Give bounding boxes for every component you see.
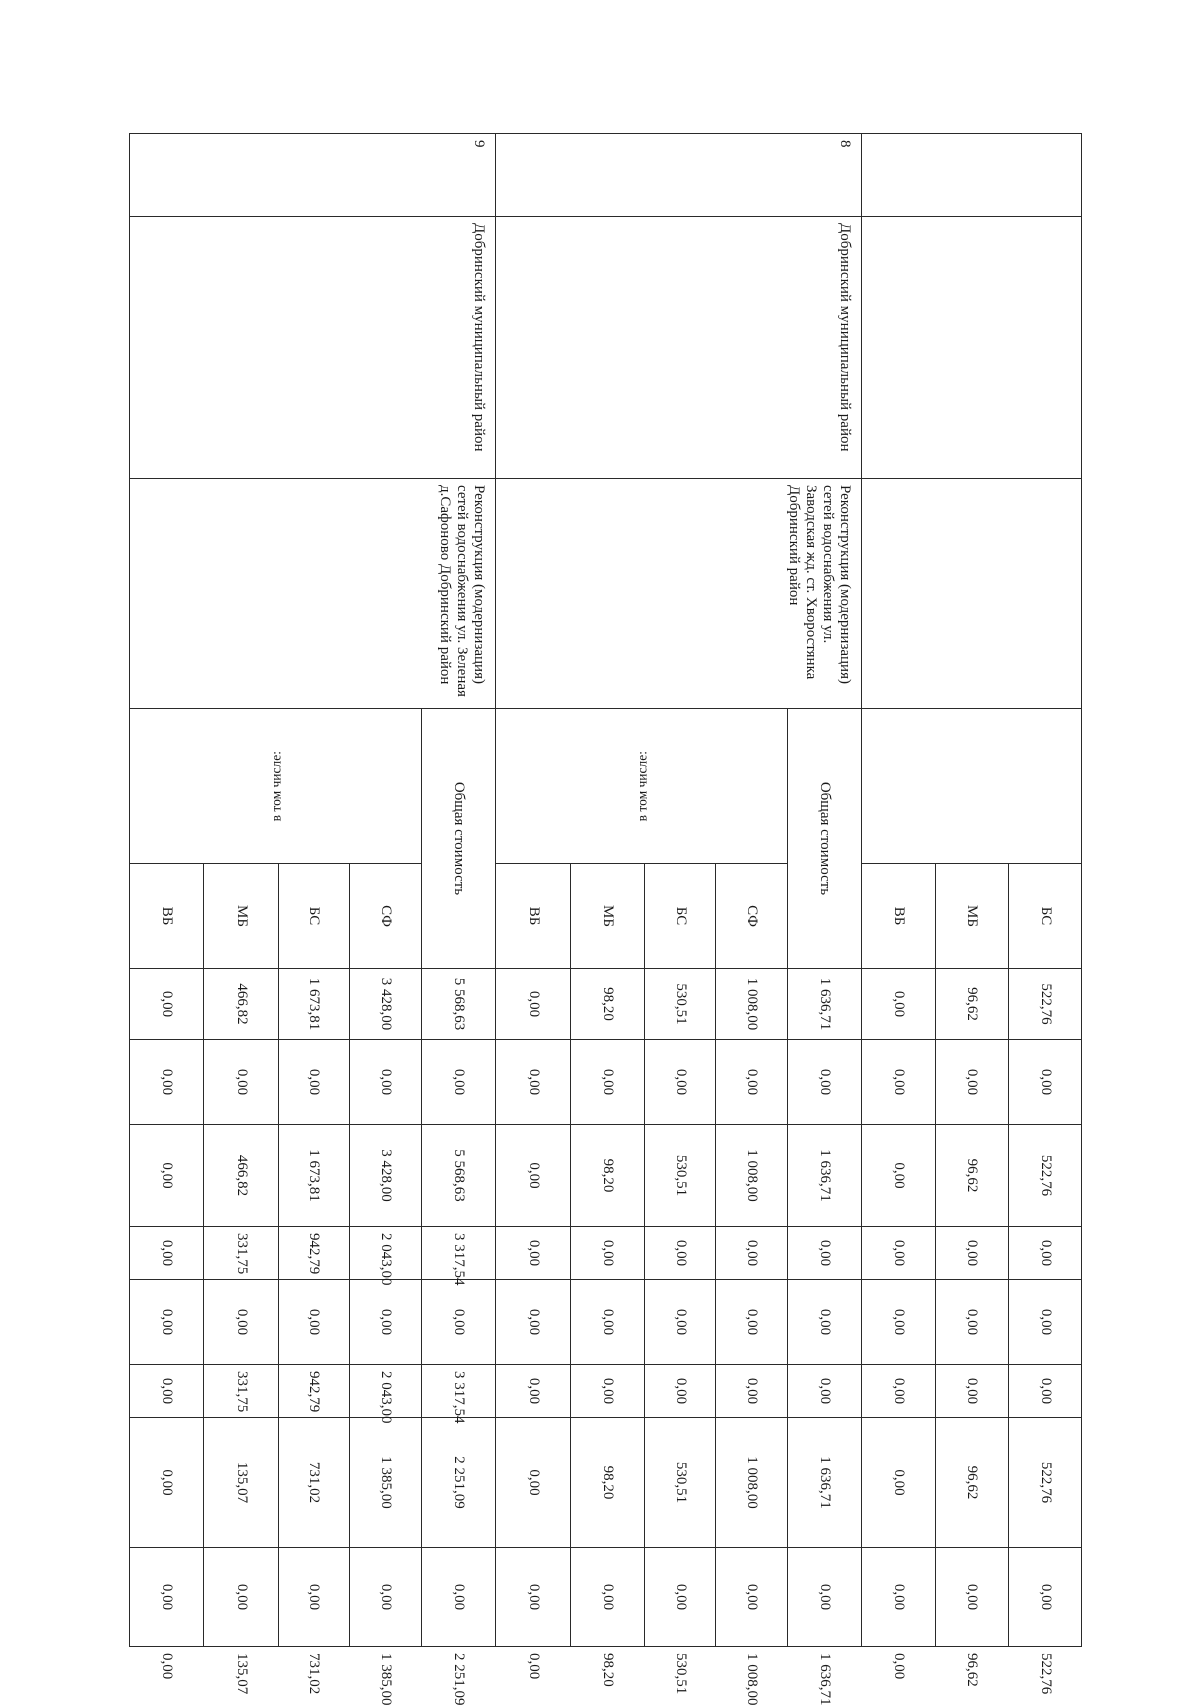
amount-cell: 466,82 bbox=[204, 969, 278, 1040]
amount-cell: 0,00 bbox=[935, 1227, 1008, 1280]
source-label: ВБ bbox=[862, 864, 935, 969]
amount-cell: 0,00 bbox=[935, 1280, 1008, 1365]
amount-cell: 0,00 bbox=[496, 1125, 570, 1227]
amount-cell: 0,00 bbox=[496, 1040, 570, 1125]
table-row: БС 1 673,81 0,00 1 673,81 942,79 0,00 942,79 731,02 0,00 731,02 bbox=[278, 134, 349, 1647]
amount-cell: 2 043,00 bbox=[349, 1227, 421, 1280]
amount-cell: 0,00 bbox=[1008, 1548, 1081, 1647]
source-label: БС bbox=[278, 864, 349, 969]
source-label: СФ bbox=[349, 864, 421, 969]
amount-cell: 96,62 bbox=[935, 1418, 1008, 1548]
amount-cell: 0,00 bbox=[349, 1040, 421, 1125]
amount-cell: 0,00 bbox=[935, 1040, 1008, 1125]
amount-cell: 5 568,63 bbox=[421, 969, 495, 1040]
number-cell-empty bbox=[862, 134, 1082, 217]
amount-cell: 0,00 bbox=[644, 1280, 715, 1365]
amount-cell: 98,20 bbox=[570, 1418, 644, 1548]
amount-cell: 1 636,71 bbox=[788, 969, 862, 1040]
amount-cell: 1 385,00 bbox=[349, 1418, 421, 1548]
table-row: ВБ 0,00 0,00 0,00 0,00 0,00 0,00 0,00 0,00 0,00 bbox=[862, 134, 935, 1647]
amount-cell: 0,00 bbox=[130, 1365, 204, 1418]
amount-cell: 0,00 bbox=[496, 1227, 570, 1280]
municipality-cell-empty bbox=[862, 217, 1082, 479]
amount-cell: 1 636,71 bbox=[788, 1125, 862, 1227]
amount-cell: 0,00 bbox=[862, 1280, 935, 1365]
amount-cell: 3 317,54 bbox=[421, 1365, 495, 1418]
amount-cell: 0,00 bbox=[1008, 1040, 1081, 1125]
amount-cell: 0,00 bbox=[130, 1548, 204, 1647]
table-row: 8 Добринский муниципальный район Реконструкция (модернизация) сетей водоснабжения ул. Заводская жд. ст. Хворостянка Добринский район Общая стоимость 1 636,71 0,00 1 636,71 0,00 0,00 0,00 1 636,71 0,00 1 636,71 bbox=[788, 134, 862, 1647]
amount-cell: 1 008,00 bbox=[715, 969, 787, 1040]
source-label: БС bbox=[644, 864, 715, 969]
amount-cell: 0,00 bbox=[496, 1548, 570, 1647]
source-label: СФ bbox=[715, 864, 787, 969]
source-label: ВБ bbox=[496, 864, 570, 969]
amount-cell: 2 043,00 bbox=[349, 1365, 421, 1418]
amount-cell: 0,00 bbox=[715, 1040, 787, 1125]
amount-cell: 2 251,09 bbox=[421, 1418, 495, 1548]
amount-cell: 0,00 bbox=[788, 1548, 862, 1647]
source-label: МБ bbox=[935, 864, 1008, 969]
table-row: МБ 98,20 0,00 98,20 0,00 0,00 0,00 98,20 0,00 98,20 bbox=[570, 134, 644, 1647]
amount-cell: 0,00 bbox=[570, 1548, 644, 1647]
amount-cell: 3 428,00 bbox=[349, 969, 421, 1040]
project-name: Реконструкция (модернизация) сетей водоснабжения ул. Зеленая д.Сафоново Добринский район bbox=[130, 479, 496, 709]
amount-cell: 0,00 bbox=[130, 969, 204, 1040]
amount-cell: 0,00 bbox=[421, 1548, 495, 1647]
amount-cell: 0,00 bbox=[130, 1227, 204, 1280]
amount-cell: 0,00 bbox=[496, 1280, 570, 1365]
source-label: БС bbox=[1008, 864, 1081, 969]
amount-cell: 0,00 bbox=[715, 1280, 787, 1365]
amount-cell: 0,00 bbox=[570, 1365, 644, 1418]
amount-cell: 1 636,71 bbox=[788, 1418, 862, 1548]
table-row: МБ 466,82 0,00 466,82 331,75 0,00 331,75 135,07 0,00 135,07 bbox=[204, 134, 278, 1647]
amount-cell: 0,00 bbox=[130, 1125, 204, 1227]
total-cost-label: Общая стоимость bbox=[788, 709, 862, 969]
amount-cell: 0,00 bbox=[278, 1040, 349, 1125]
rotated-page bbox=[129, 133, 1082, 1706]
amount-cell: 0,00 bbox=[570, 1040, 644, 1125]
amount-cell: 530,51 bbox=[644, 1418, 715, 1548]
amount-cell: 0,00 bbox=[421, 1040, 495, 1125]
amount-cell: 0,00 bbox=[644, 1548, 715, 1647]
amount-cell: 530,51 bbox=[644, 1125, 715, 1227]
project-number: 8 bbox=[496, 134, 862, 217]
including-label: в том числе: bbox=[634, 750, 650, 822]
amount-cell: 0,00 bbox=[788, 1040, 862, 1125]
amount-cell: 0,00 bbox=[788, 1365, 862, 1418]
amount-cell: 466,82 bbox=[204, 1125, 278, 1227]
amount-cell: 331,75 bbox=[204, 1365, 278, 1418]
amount-cell: 0,00 bbox=[788, 1227, 862, 1280]
amount-cell: 0,00 bbox=[862, 969, 935, 1040]
amount-cell: 98,20 bbox=[570, 1125, 644, 1227]
amount-cell: 0,00 bbox=[204, 1280, 278, 1365]
amount-cell: 1 008,00 bbox=[715, 1418, 787, 1548]
amount-cell: 0,00 bbox=[349, 1548, 421, 1647]
amount-cell: 96,62 bbox=[935, 969, 1008, 1040]
amount-cell: 0,00 bbox=[421, 1280, 495, 1365]
amount-cell: 0,00 bbox=[644, 1040, 715, 1125]
amount-cell: 96,62 bbox=[935, 1125, 1008, 1227]
amount-cell: 942,79 bbox=[278, 1227, 349, 1280]
table-row: ВБ 0,00 0,00 0,00 0,00 0,00 0,00 0,00 0,00 0,00 bbox=[496, 134, 570, 1647]
amount-cell: 0,00 bbox=[715, 1548, 787, 1647]
amount-cell: 0,00 bbox=[862, 1040, 935, 1125]
amount-cell: 0,00 bbox=[935, 1365, 1008, 1418]
funding-table bbox=[129, 133, 1082, 1706]
project-name-cell-empty bbox=[862, 479, 1082, 709]
amount-cell: 0,00 bbox=[935, 1548, 1008, 1647]
amount-cell: 0,00 bbox=[862, 1227, 935, 1280]
table-row: в том числе: СФ 3 428,00 0,00 3 428,00 2 043,00 0,00 2 043,00 1 385,00 0,00 1 385,00 bbox=[349, 134, 421, 1647]
amount-cell: 0,00 bbox=[130, 1040, 204, 1125]
municipality-name: Добринский муниципальный район bbox=[496, 217, 862, 479]
amount-cell: 0,00 bbox=[862, 1418, 935, 1548]
amount-cell: 942,79 bbox=[278, 1365, 349, 1418]
municipality-name: Добринский муниципальный район bbox=[130, 217, 496, 479]
amount-cell: 522,76 bbox=[1008, 969, 1081, 1040]
amount-cell: 0,00 bbox=[496, 969, 570, 1040]
project-name: Реконструкция (модернизация) сетей водоснабжения ул. Заводская жд. ст. Хворостянка Добринский район bbox=[496, 479, 862, 709]
amount-cell: 530,51 bbox=[644, 969, 715, 1040]
amount-cell: 522,76 bbox=[1008, 1125, 1081, 1227]
amount-cell: 0,00 bbox=[715, 1227, 787, 1280]
amount-cell: 0,00 bbox=[570, 1280, 644, 1365]
amount-cell: 0,00 bbox=[644, 1227, 715, 1280]
amount-cell: 0,00 bbox=[496, 1365, 570, 1418]
amount-cell: 522,76 bbox=[1008, 1418, 1081, 1548]
amount-cell: 0,00 bbox=[349, 1280, 421, 1365]
including-label: в том числе: bbox=[268, 750, 284, 822]
amount-cell: 0,00 bbox=[130, 1280, 204, 1365]
amount-cell: 0,00 bbox=[715, 1365, 787, 1418]
amount-cell: 0,00 bbox=[204, 1040, 278, 1125]
table-row: БС 530,51 0,00 530,51 0,00 0,00 0,00 530,51 0,00 530,51 bbox=[644, 134, 715, 1647]
amount-cell: 3 428,00 bbox=[349, 1125, 421, 1227]
amount-cell: 731,02 bbox=[278, 1418, 349, 1548]
table-row: ВБ 0,00 0,00 0,00 0,00 0,00 0,00 0,00 0,00 0,00 bbox=[130, 134, 204, 1647]
table-row: МБ 96,62 0,00 96,62 0,00 0,00 0,00 96,62 0,00 96,62 bbox=[935, 134, 1008, 1647]
source-label: МБ bbox=[570, 864, 644, 969]
amount-cell: 1 673,81 bbox=[278, 969, 349, 1040]
amount-cell: 0,00 bbox=[278, 1280, 349, 1365]
amount-cell: 0,00 bbox=[130, 1418, 204, 1548]
amount-cell: 0,00 bbox=[1008, 1227, 1081, 1280]
amount-cell: 0,00 bbox=[278, 1548, 349, 1647]
source-label: ВБ bbox=[130, 864, 204, 969]
table-row: 9 Добринский муниципальный район Реконструкция (модернизация) сетей водоснабжения ул. Зеленая д.Сафоново Добринский район Общая стоимость 5 568,63 0,00 5 568,63 3 317,54 0,00 3 317,54 2 251,09 0,00 2 251,09 bbox=[421, 134, 495, 1647]
amount-cell: 3 317,54 bbox=[421, 1227, 495, 1280]
amount-cell: 1 008,00 bbox=[715, 1125, 787, 1227]
amount-cell: 0,00 bbox=[496, 1418, 570, 1548]
amount-cell: 0,00 bbox=[862, 1548, 935, 1647]
amount-cell: 0,00 bbox=[1008, 1280, 1081, 1365]
source-label: МБ bbox=[204, 864, 278, 969]
project-number: 9 bbox=[130, 134, 496, 217]
amount-cell: 0,00 bbox=[788, 1280, 862, 1365]
table-row: БС 522,76 0,00 522,76 0,00 0,00 0,00 522,76 0,00 522,76 bbox=[1008, 134, 1081, 1647]
amount-cell: 0,00 bbox=[570, 1227, 644, 1280]
amount-cell: 0,00 bbox=[862, 1365, 935, 1418]
table-row: в том числе: СФ 1 008,00 0,00 1 008,00 0,00 0,00 0,00 1 008,00 0,00 1 008,00 bbox=[715, 134, 787, 1647]
amount-cell: 0,00 bbox=[862, 1125, 935, 1227]
amount-cell: 0,00 bbox=[1008, 1365, 1081, 1418]
amount-cell: 135,07 bbox=[204, 1418, 278, 1548]
amount-cell: 331,75 bbox=[204, 1227, 278, 1280]
total-cost-label: Общая стоимость bbox=[421, 709, 495, 969]
cost-label-cell-empty bbox=[862, 709, 1082, 864]
amount-cell: 0,00 bbox=[644, 1365, 715, 1418]
amount-cell: 0,00 bbox=[204, 1548, 278, 1647]
amount-cell: 5 568,63 bbox=[421, 1125, 495, 1227]
amount-cell: 1 673,81 bbox=[278, 1125, 349, 1227]
amount-cell: 98,20 bbox=[570, 969, 644, 1040]
including-label-cell bbox=[130, 709, 422, 864]
including-label-cell bbox=[496, 709, 788, 864]
